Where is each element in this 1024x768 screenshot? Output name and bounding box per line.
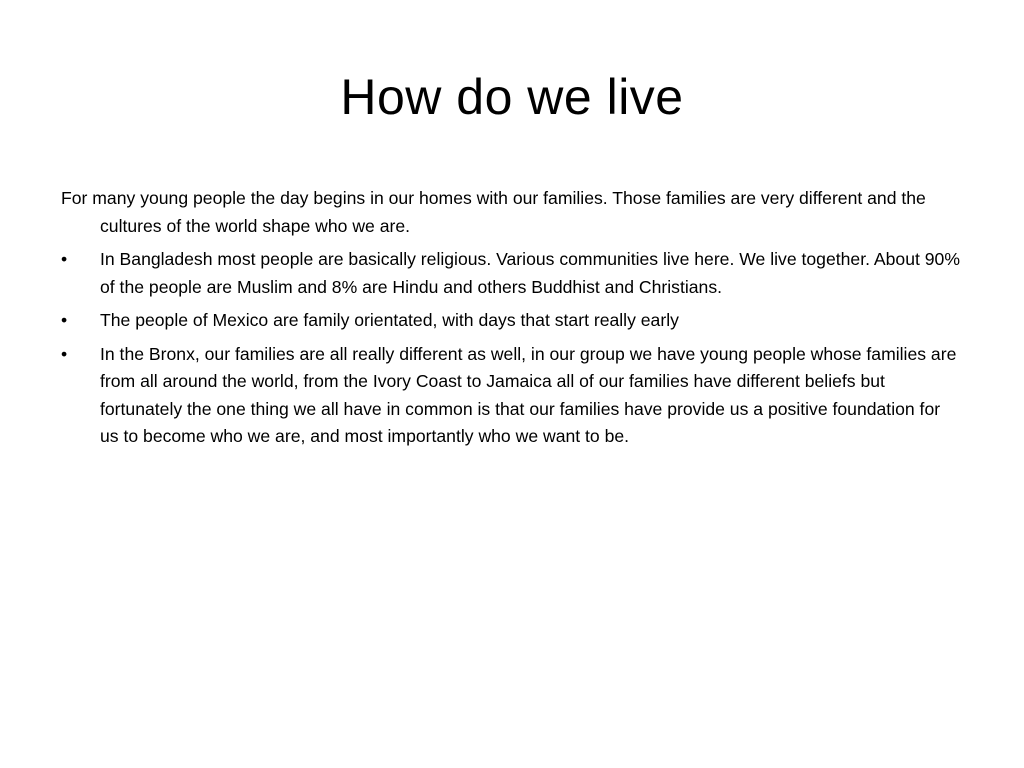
bullet-item-bronx — [61, 341, 961, 451]
intro-paragraph: For many young people the day begins in our homes with our families. Those families are very different and the cultures of the world shape who we are. — [61, 188, 926, 236]
bullet-item-bangladesh — [61, 246, 961, 301]
bullet-text: In Bangladesh most people are basically religious. Various communities live here. We live together. About 90% of the people are Muslim and 8% are Hindu and others Buddhist and Christians. — [100, 249, 960, 297]
bullet-icon: • — [61, 249, 68, 269]
bullet-text: In the Bronx, our families are all really different as well, in our group we have young people whose families are from all around the world, from the Ivory Coast to Jamaica all of our families have different beliefs but fortunately the one thing we all have in common is that our families have provide us a positive foundation for us to become who we are, and most importantly who we want to be. — [100, 343, 957, 446]
slide-title: How do we live — [340, 69, 684, 125]
bullet-icon: • — [61, 310, 68, 330]
slide-body — [61, 185, 961, 457]
bullet-item-mexico — [61, 307, 961, 335]
bullet-icon: • — [61, 343, 68, 364]
bullet-text: The people of Mexico are family orientated, with days that start really early — [100, 310, 679, 330]
